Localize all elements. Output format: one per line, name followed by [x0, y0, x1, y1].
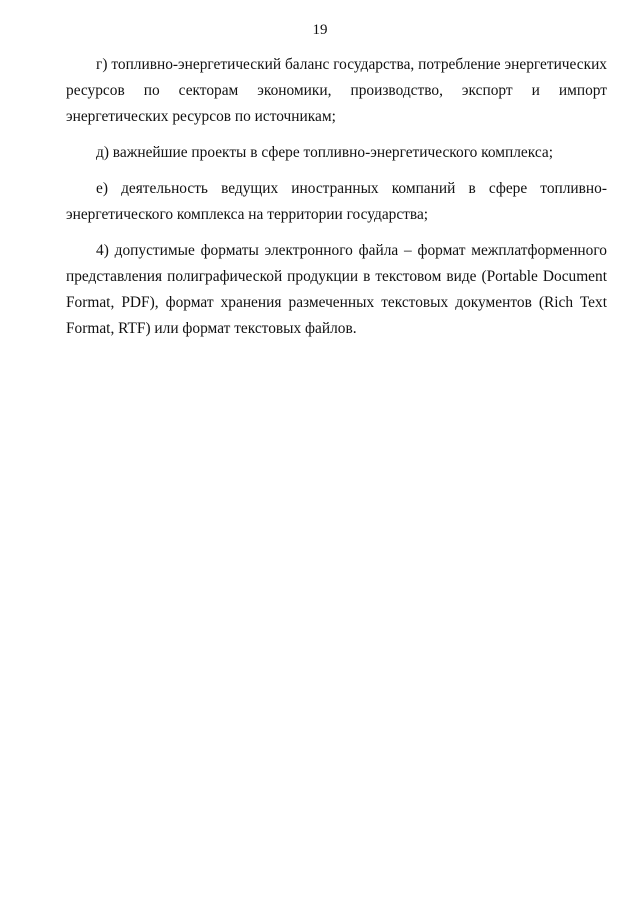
paragraph-4-file-formats: 4) допустимые форматы электронного файла – формат межплатформенного представления полиграфической продукции в текстовом виде (Portable Document Format, PDF), формат хранения размеченных текстовых документов (Rich Text Format, RTF) или формат текстовых файлов. [66, 242, 607, 337]
page-number: 19 [312, 22, 328, 38]
paragraph-e-foreign-companies: е) деятельность ведущих иностранных компаний в сфере топливно-энергетического комплекса на территории государства; [66, 180, 607, 223]
document-body [66, 52, 607, 352]
paragraph-d-major-projects: д) важнейшие проекты в сфере топливно-энергетического комплекса; [96, 144, 553, 161]
paragraph-g-energy-balance: г) топливно-энергетический баланс государства, потребление энергетических ресурсов по секторам экономики, производство, экспорт и импорт энергетических ресурсов по источникам; [66, 56, 607, 125]
